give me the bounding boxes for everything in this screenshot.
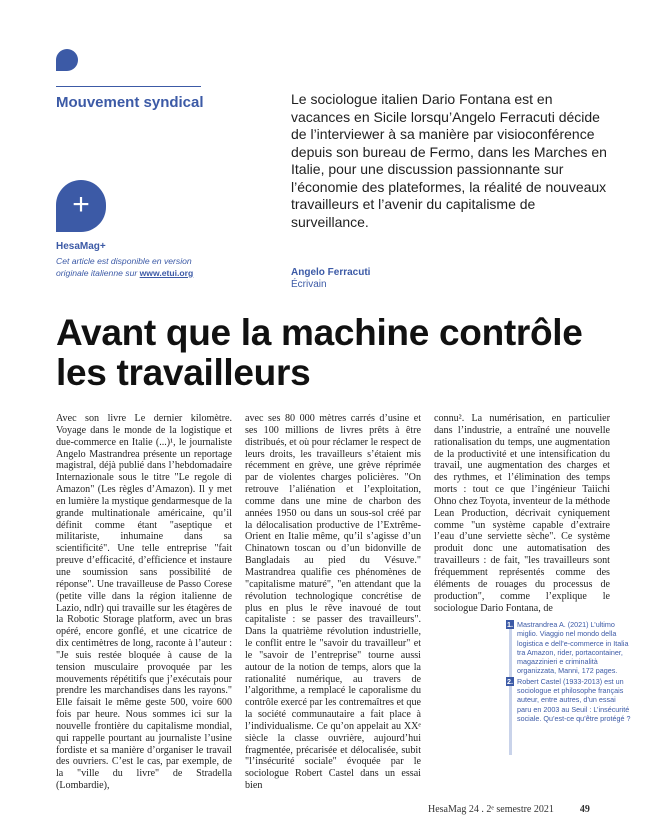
lead-paragraph: Le sociologue italien Dario Fontana est en vacances en Sicile lorsqu’Angelo Ferracuti décide de l’interviewer à sa manière par visioconférence depuis son bureau de Fermo, dans les Marches en Italie, pour une discussion passionnante sur l’économie des plateformes, la réalité de nouveaux travailleurs et l’avenir du capitalisme de surveillance. bbox=[291, 91, 607, 230]
hesamag-plus-badge: + bbox=[56, 180, 106, 232]
footnote-number: 1. bbox=[507, 620, 513, 629]
page-footer bbox=[428, 804, 590, 815]
author-role: Écrivain bbox=[291, 279, 327, 290]
body-text: avec ses 80 000 mètres carrés d’usine et ses 100 millions de livres prêts à être distribués, et où pour réclamer le respect de leurs droits, les travailleurs s’étaient mis récemment en grève, une grève réprimée par de violentes charges policières. "On retrouve l’aliénation et l’exploitation, comme dans une mine de charbon des années 1950 ou dans un sous-sol créé par la délocalisation productive de l’Extrême-Orient en Italie même, qu’il s’agisse d’un Chinatown toscan ou d’un bidonville de Bangladais au pied du Vésuve." Mastrandrea qualifie ces phénomènes de "capitalisme maturé", "en attendant que la révolution technologique concrétise de plus en plus le rêve inavoué de tout capitaliste : se passer des travailleurs". Dans la quatrième révolution industrielle, le conflit entre le "savoir du travailleur" et le "savoir de l’entreprise" tourne aussi autour de la notion de temps, alors que la rationalité numérique, au travers de l’algorithme, a remplacé le caporalisme du contrôle exercé par les contremaîtres et que la société communautaire a fait place à l’individualisme. Ce qu’on appelait au XXᵉ siècle la classe ouvrière, aujourd’hui fragmentée, précarisée et délocalisée, subit "l’insécurité sociale" évoquée par le sociologue Robert Castel dans un essai bien bbox=[245, 413, 422, 792]
body-text: Avec son livre Le dernier kilomètre. Voyage dans le monde de la logistique et due-commerce en Italie (...)¹, le journaliste Angelo Mastrandrea présente un reportage magistral, déjà publié dans l’hebdomadaire Internazionale sous le titre "Le regole di Amazon" (Les règles d’Amazon). Il y met en lumière la mystique gendarmesque de la grande multinationale américaine, qu’il définit comme étant "aseptique et militariste, inhumaine dans sa scientificité". Une telle entreprise "fait preuve d’efficacité, d’efficience et instaure une soumission sans possibilité de réponse". Une travailleuse de Passo Corese (petite ville dans la région italienne de Lazio, ndlr) qui travaille sur les étagères de la Robotic Storage platform, avec un bras opéré, encore gonflé, et une cicatrice de dix centimètres de long, raconte à l’auteur : "Je suis restée bloquée à cause de la tension musculaire provoquée par les mouvements répétitifs que j’exécutais pour prendre les marchandises dans les rayons." Elle faisait le même geste 500, voire 600 fois par heure. Nous sommes ici sur la nouvelle frontière du capitalisme mondial, qui rappelle pourtant au journaliste l’usine fordiste et sa manière d’organiser le travail des ouvriers. C’est le cas, par exemple, de la "ville du livre" de Stradella (Lombardie), bbox=[56, 413, 232, 792]
footnote-bar bbox=[509, 621, 512, 755]
availability-note-text: Cet article est disponible en version originale italienne sur bbox=[56, 256, 192, 278]
footnote-text: Robert Castel (1933-2013) est un sociologue et philosophe français auteur, entre autres, d’un essai paru en 2003 au Seuil : L’insécurité sociale. Qu’est-ce qu’être protégé ? bbox=[517, 676, 631, 723]
footnote-text: Mastrandrea A. (2021) L’ultimo miglio. Viaggio nel mondo della logistica e dell’e-commerce in Italia tra Amazon, rider, portacontainer, magazzinieri e criminalità organizzata, Manni, 172 pages. bbox=[517, 620, 629, 676]
author-name: Angelo Ferracuti bbox=[291, 267, 371, 278]
section-title: Mouvement syndical bbox=[56, 94, 204, 111]
availability-note bbox=[56, 255, 206, 279]
footer-magazine: HesaMag 24 . 2ᵉ semestre 2021 bbox=[428, 804, 554, 815]
body-column-2 bbox=[245, 413, 421, 792]
logo-mark bbox=[56, 49, 78, 71]
hesamag-plus-label: HesaMag+ bbox=[56, 241, 106, 252]
section-rule bbox=[56, 86, 201, 87]
etui-link[interactable]: www.etui.org bbox=[139, 268, 194, 278]
body-text: connu². La numérisation, en particulier dans l’industrie, a entraîné une nouvelle rationalisation du temps, une augmentation de la productivité et une intensification du travail, une augmentation des charges et des rythmes, et l’élimination des temps morts : tout ce que l’ingénieur Taiichi Ohno chez Toyota, inventeur de la méthode Lean Production, décrivait cyniquement comme "un système capable d’extraire l’eau d’une serviette sèche". Ce système produit donc une automatisation des travailleurs : de fait, "les travailleurs sont fréquemment représentés comme des éléments de rouages du processus de production", comme l’explique le sociologue Dario Fontana, de bbox=[434, 413, 610, 614]
footnotes bbox=[507, 620, 631, 724]
page-number: 49 bbox=[579, 804, 590, 815]
body-column-1 bbox=[56, 413, 232, 792]
footnote-number: 2. bbox=[507, 676, 513, 686]
body-column-3 bbox=[434, 413, 610, 614]
footnote-1 bbox=[507, 620, 631, 676]
article-headline: Avant que la machine contrôle les travailleurs bbox=[56, 312, 583, 393]
footnote-2 bbox=[507, 676, 631, 723]
